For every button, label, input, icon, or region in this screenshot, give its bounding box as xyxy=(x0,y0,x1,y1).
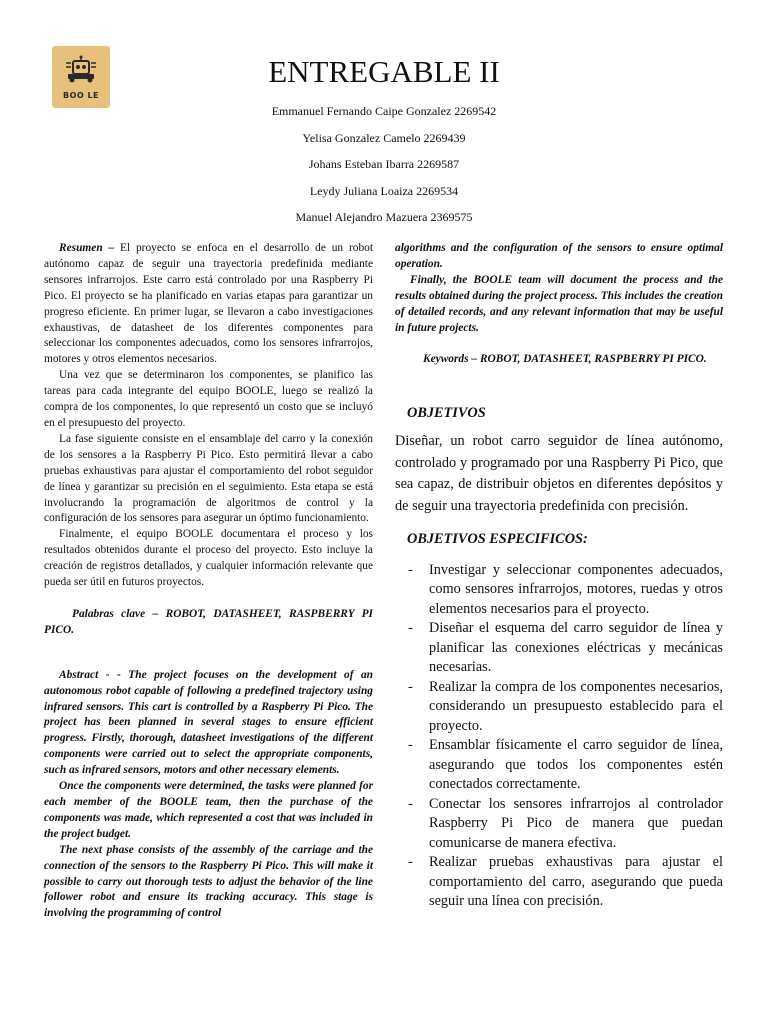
list-item xyxy=(395,561,723,620)
resumen-paragraph-3: La fase siguiente consiste en el ensamblaje del carro y la conexión de los sensores a la Raspberry Pi Pico. Esto permitirá llevar a cabo pruebas exhaustivas para ajustar el comportamiento del robot seguidor de línea y garantizar su precisión en el seguimiento. Esta etapa se está involucrando la programación de algoritmos de control y la configuración de los sensores para asegurar un óptimo funcionamiento. xyxy=(44,432,373,525)
especificos-list xyxy=(395,561,723,912)
abstract-paragraph-2: Once the components were determined, the tasks were planned for each member of the BOOLE team, then the purchase of the components was made, which represented a cost that was included in the project budget. xyxy=(44,780,373,840)
author: Johans Esteban Ibarra 2269587 xyxy=(308,157,460,171)
list-item-text: Conectar los sensores infrarrojos al controlador Raspberry Pi Pico de manera que puedan comunicarse de manera efectiva. xyxy=(429,795,723,851)
author-list xyxy=(0,98,768,231)
especificos-heading: OBJETIVOS ESPECIFICOS: xyxy=(407,530,588,547)
resumen-label: Resumen – xyxy=(59,242,121,254)
dash-marker: - xyxy=(408,678,413,695)
dash-marker: - xyxy=(408,795,413,812)
abstract-paragraph: Abstract - - The project focuses on the development of an autonomous robot capable of following a predefined trajectory using infrared sensors. This cart is controlled by a Raspberry Pi Pico. The project has been planned in several stages to ensure efficient progress. Firstly, thorough, datasheet investigations of the different components were carried out to select the appropriate components, such as infrared sensors, motors and other necessary elements. xyxy=(44,668,373,777)
keywords: Keywords – ROBOT, DATASHEET, RASPBERRY PI PICO. xyxy=(423,353,707,366)
list-item xyxy=(395,853,723,912)
dash-marker: - xyxy=(408,737,413,754)
list-item-text: Diseñar el esquema del carro seguidor de línea y planificar las conexiones eléctricas y mecánicas necesarias. xyxy=(429,620,723,676)
dash-marker: - xyxy=(408,854,413,871)
list-item-text: Realizar la compra de los componentes necesarios, considerando un presupuesto establecido para el proyecto. xyxy=(429,678,723,734)
list-item xyxy=(395,795,723,854)
right-column xyxy=(395,241,723,912)
resumen-paragraph xyxy=(44,241,373,368)
abstract-paragraph-3: The next phase consists of the assembly of the carriage and the connection of the sensors to the Raspberry Pi Pico. This will make it possible to carry out thorough tests to adjust the behavior of the line follower robot and ensure its tracking accuracy. This stage is involving the programming of control xyxy=(44,843,373,920)
abstract-continuation: algorithms and the configuration of the sensors to ensure optimal operation. xyxy=(395,242,723,270)
list-item-text: Realizar pruebas exhaustivas para ajustar el comportamiento del carro, asegurando que pueda seguir una línea con precisión. xyxy=(429,854,723,910)
resumen-paragraph-4: Finalmente, el equipo BOOLE documentara el proceso y los resultados obtenidos durante el proceso del proyecto. Esto incluye la creación de registros detallados, y cualquier información relevante que pueda ser útil en futuros proyectos. xyxy=(44,528,373,589)
objetivos-text: Diseñar, un robot carro seguidor de línea autónomo, controlado y programado por una Raspberry Pi Pico, que sea capaz, de distribuir objetos en diferentes depósitos y de seguir una trayectoria predefinida con precisión. xyxy=(395,433,723,514)
resumen-text: El proyecto se enfoca en el desarrollo de un robot autónomo capaz de seguir una trayectoria predefinida mediante sensores infrarrojos. Este carro está controlado por una Raspberry Pi Pico. El proyecto se ha planificado en varias etapas para garantizar un progreso eficiente. En primer lugar, se llevaron a cabo investigaciones exhaustivas, de datasheet de los diferentes componentes para seleccionar los componentes adecuados, como los sensores infrarrojos, motores y otros elementos necesarios. xyxy=(44,242,373,366)
objetivos-heading: OBJETIVOS xyxy=(407,405,486,422)
abstract-paragraph-4: Finally, the BOOLE team will document the process and the results obtained during the project process. This includes the creation of detailed records, and any relevant information that may be useful in future projects. xyxy=(395,273,723,334)
dash-marker: - xyxy=(408,561,413,578)
resumen-paragraph-2: Una vez que se determinaron los componentes, se planifico las tareas para cada integrante del equipo BOOLE, luego se realizó la compra de los componentes, lo que representó un costo que se incluyó en el presupuesto del proyecto. xyxy=(44,369,373,429)
list-item xyxy=(395,619,723,678)
author: Manuel Alejandro Mazuera 2369575 xyxy=(295,210,473,224)
author: Leydy Juliana Loaiza 2269534 xyxy=(309,183,459,198)
list-item-text: Ensamblar físicamente el carro seguidor de línea, asegurando que todos los componentes estén conectados correctamente. xyxy=(429,737,723,793)
author: Emmanuel Fernando Caipe Gonzalez 2269542 xyxy=(271,104,497,118)
left-column xyxy=(44,241,373,922)
list-item xyxy=(395,736,723,795)
document-title: ENTREGABLE II xyxy=(268,54,500,89)
palabras-clave: Palabras clave – ROBOT, DATASHEET, RASPBERRY PI PICO. xyxy=(44,607,373,636)
list-item xyxy=(395,678,723,737)
logo-text: BOO LE xyxy=(62,91,100,100)
dash-marker: - xyxy=(408,620,413,637)
author: Yelisa Gonzalez Camelo 2269439 xyxy=(302,130,466,145)
list-item-text: Investigar y seleccionar componentes adecuados, como sensores infrarrojos, motores, ruedas y otros elementos necesarios para el proyecto. xyxy=(429,561,723,617)
